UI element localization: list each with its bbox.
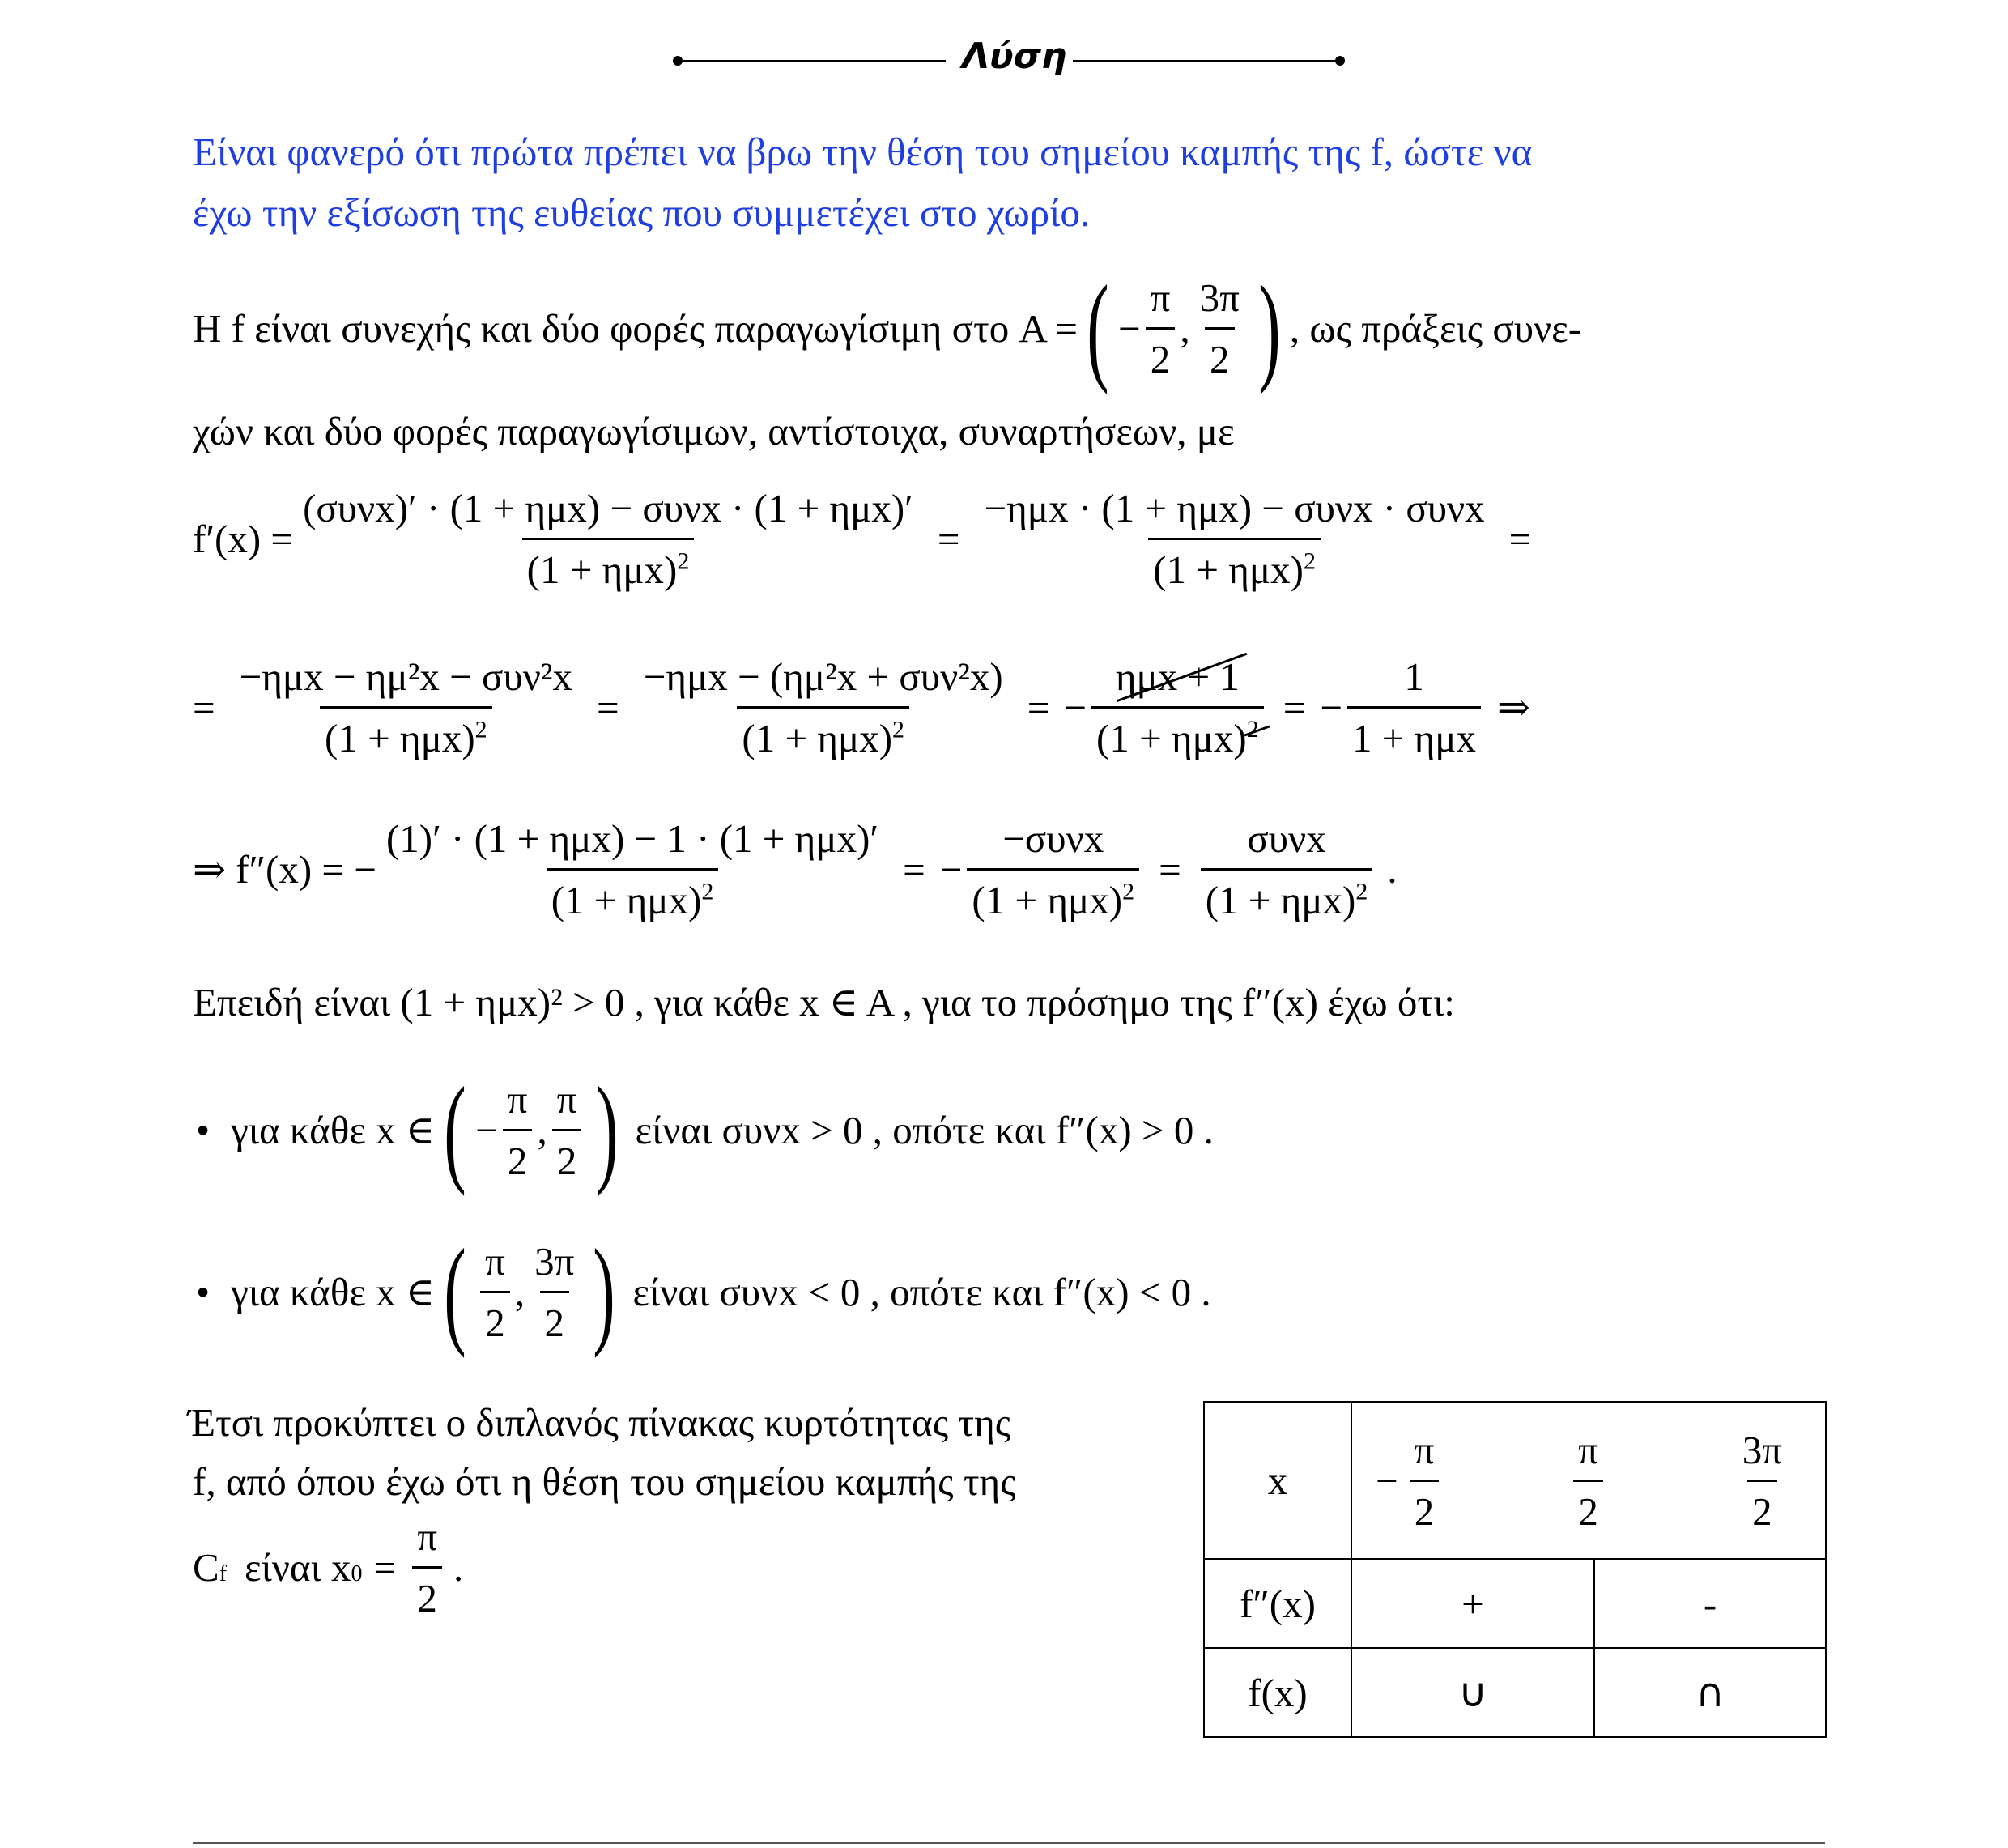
table-x-values: − $\frac{\pi}{2}$ $\frac{\pi}{2}$ $\frac{3\pi}{2}$ xyxy=(1351,1402,1826,1559)
minus-sign: − xyxy=(1117,305,1141,351)
bullet-icon: • xyxy=(196,1269,211,1314)
concave-icon: ∩ xyxy=(1594,1648,1826,1737)
simplify-fraction-2: $\frac{\text{−ημx − (ημ²x + συν²x)}}{(1 + \eta\mu x)^2}$ xyxy=(643,654,1003,760)
conclusion-line-1: Έτσι προκύπτει ο διπλανός πίνακας κυρτότητας της xyxy=(188,1400,1011,1445)
conclusion-line-2: f, από όπου έχω ότι η θέση του σημείου καμπής της xyxy=(193,1459,1016,1504)
conclusion-line-3: C f είναι x 0 = $\frac{\pi}{2}$ . xyxy=(193,1514,464,1620)
fsecond-fraction-2: $\frac{\text{−συνx}}{(1 + \eta\mu x)^2}$ xyxy=(967,815,1139,923)
fprime-line-2: = $\frac{\text{−ημx − ημ²x − συν²x}}{(1 + \eta\mu x)^2}$ = $\frac{\text{−ημx − (ημ²x + συν²x)}}{(1 + \eta\mu x)^2}$ = − $\frac{\text{ημx + 1}}{(1 + \eta\mu x)^2}$ = − $\frac{1}{\text{1 + ημx}}$ ⇒ xyxy=(193,654,1531,760)
bullet-item-2: • για κάθε x ∈ ( $\frac{\pi}{2}$ , $\frac{3\pi}{2}$ ) είναι συνx < 0 , οπότε και f″(x) < 0 . xyxy=(196,1224,1211,1359)
fsecond-lhs: ⇒ f″(x) = − xyxy=(193,846,376,892)
table-fpp-label: f″(x) xyxy=(1204,1559,1351,1648)
fsecond-line: ⇒ f″(x) = − $\frac{\text{(1)′ · (1 + ημx) − 1 · (1 + ημx)′}}{(1 + \eta\mu x)^2}$ = − $\frac{\text{−συνx}}{(1 + \eta\mu x)^2}$ = $\frac{\text{συνx}}{(1 + \eta\mu x)^2}$ . xyxy=(193,815,1398,922)
sign-sentence: Επειδή είναι (1 + ημx)² > 0 , για κάθε x ∈ A , για το πρόσημο της f″(x) έχω ότι: xyxy=(193,980,1455,1024)
paren-close: ) xyxy=(1258,261,1281,395)
table-f-label: f(x) xyxy=(1204,1648,1351,1737)
paren-open: ( xyxy=(1087,261,1109,395)
fsecond-fraction-1: $\frac{\text{(1)′ · (1 + ημx) − 1 · (1 + ημx)′}}{(1 + \eta\mu x)^2}$ xyxy=(385,815,879,922)
fprime-line-1: f′(x) = $\frac{\text{(συνx)′ · (1 + ημx) − συνx · (1 + ημx)′}}{(1 + \eta\mu x)^2}$ = $\frac{\text{−ημx · (1 + ημx) − συνx · συνx}}{(1 + \eta\mu x)^2}$ = xyxy=(193,485,1532,592)
bullet-item-1: • για κάθε x ∈ ( − $\frac{\pi}{2}$ , $\frac{\pi}{2}$ ) είναι συνx > 0 , οπότε και f″(x) > 0 . xyxy=(196,1062,1214,1197)
table-sign-plus: + xyxy=(1351,1559,1594,1648)
fsecond-fraction-3: $\frac{\text{συνx}}{(1 + \eta\mu x)^2}$ xyxy=(1201,815,1373,923)
convexity-table xyxy=(1203,1401,1827,1738)
fprime-fraction-2: $\frac{\text{−ημx · (1 + ημx) − συνx · συνx}}{(1 + \eta\mu x)^2}$ xyxy=(984,485,1485,592)
table-sign-minus: - xyxy=(1594,1559,1826,1648)
intro-line-2: έχω την εξίσωση της ευθείας που συμμετέχει στο χωρίο. xyxy=(193,190,1091,235)
fraction-pi-over-2: $\frac{\pi}{2}$ xyxy=(1146,275,1176,382)
heading-rule-left xyxy=(679,60,946,62)
intro-line-1: Είναι φανερό ότι πρώτα πρέπει να βρω την θέση του σημείου καμπής της f, ώστε να xyxy=(193,130,1533,174)
cancel-fraction: $\frac{\text{ημx + 1}}{(1 + \eta\mu x)^2}$ xyxy=(1091,654,1264,761)
fprime-lhs: f′(x) = xyxy=(193,516,294,561)
result-fraction: $\frac{1}{\text{1 + ημx}}$ xyxy=(1347,654,1481,761)
heading-dot-left xyxy=(673,56,683,66)
domain-line-1: Η f είναι συνεχής και δύο φορές παραγωγίσιμη στο A = ( − $\frac{\pi}{2}$ , $\frac{3\pi}{2}$ ) , ως πράξεις συνε- xyxy=(193,261,1582,395)
simplify-fraction-1: $\frac{\text{−ημx − ημ²x − συν²x}}{(1 + \eta\mu x)^2}$ xyxy=(239,654,573,760)
heading: Λύση xyxy=(962,36,1067,77)
fraction-3pi-over-2: $\frac{3\pi}{2}$ xyxy=(1199,275,1240,381)
convex-icon: ∪ xyxy=(1351,1648,1594,1737)
heading-dot-right xyxy=(1335,56,1345,66)
domain-line-2: χών και δύο φορές παραγωγίσιμων, αντίστοιχα, συναρτήσεων, με xyxy=(193,409,1235,453)
bullet-icon: • xyxy=(196,1107,211,1152)
domain-text-a: Η f είναι συνεχής και δύο φορές παραγωγίσιμη στο A = xyxy=(193,305,1078,351)
heading-rule-right xyxy=(1073,60,1340,62)
bottom-rule xyxy=(193,1842,1825,1844)
table-x-label: x xyxy=(1204,1402,1351,1559)
domain-text-b: , ως πράξεις συνε- xyxy=(1289,305,1582,351)
fprime-fraction-1: $\frac{\text{(συνx)′ · (1 + ημx) − συνx · (1 + ημx)′}}{(1 + \eta\mu x)^2}$ xyxy=(303,485,913,592)
